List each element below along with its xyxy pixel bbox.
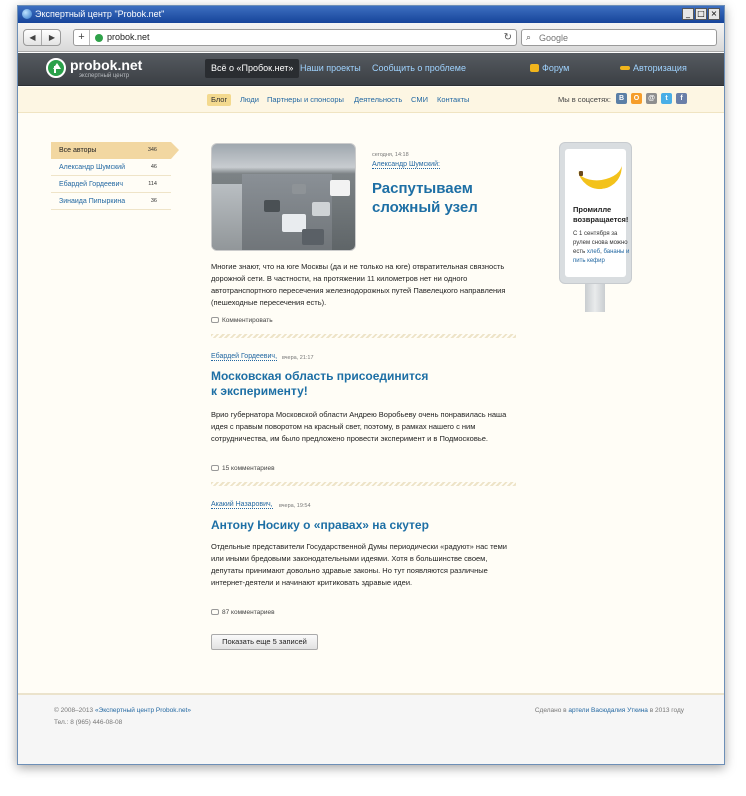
subnav-blog[interactable]: Блог (207, 94, 231, 106)
twitter-icon[interactable]: t (661, 93, 672, 104)
globe-icon (22, 9, 32, 19)
author-count: 46 (150, 164, 157, 170)
footer-made-by: Сделано в артели Васюдалия Уткина в 2013 году (534, 707, 684, 714)
site-footer (18, 693, 724, 765)
footer-made-link[interactable]: артели Васюдалия Уткина (568, 707, 648, 714)
browser-toolbar (18, 23, 724, 52)
mail-icon[interactable]: @ (646, 93, 657, 104)
new-tab-button[interactable]: + (74, 30, 90, 45)
nav-report-problem[interactable]: Сообщить о проблеме (372, 63, 466, 73)
social-label: Мы в соцсетях: (558, 95, 612, 104)
browser-window (17, 5, 725, 765)
subnav-contacts[interactable]: Контакты (437, 95, 470, 104)
show-more-button[interactable]: Показать еще 5 записей (211, 634, 318, 650)
minimize-button[interactable]: _ (682, 8, 694, 20)
nav-projects[interactable]: Наши проекты (300, 63, 361, 73)
logo-arrow-icon (46, 58, 66, 78)
nav-buttons (23, 29, 61, 46)
logo-name: probok.net (70, 57, 143, 73)
nav-about[interactable]: Всё о «Пробок.нет» (205, 59, 299, 78)
search-box[interactable] (521, 29, 717, 46)
odnoklassniki-icon[interactable]: О (631, 93, 642, 104)
author-name: Зинаида Пипыркина (59, 198, 126, 205)
author-item[interactable] (51, 193, 171, 210)
search-input[interactable] (539, 31, 709, 44)
subnav-activity[interactable]: Деятельность (354, 95, 403, 104)
post-time: вчера, 19:54 (279, 503, 311, 509)
post-title[interactable]: Московская область присоединится к эксперименту! (211, 369, 429, 398)
forum-label: Форум (542, 63, 570, 73)
author-count: 114 (148, 181, 157, 187)
maximize-button[interactable]: □ (695, 8, 707, 20)
post-text: Врио губернатора Московской области Андрею Воробьеву очень понравилась наша идея с правым поворотом на красный свет, поэтому, в рамках нашего с ним сотрудничества, им было предложено провести эксперимент и в Подмосковье. (211, 410, 507, 443)
window-title: Экспертный центр "Probok.net" (35, 9, 165, 19)
banner-link-bread[interactable]: хлеб (586, 249, 601, 255)
forum-icon (530, 64, 539, 72)
comment-icon (211, 465, 219, 471)
footer-copyright: © 2008–2013 «Экспертный центр Probok.net» (54, 707, 191, 714)
close-button[interactable]: × (708, 8, 720, 20)
site-status-icon (95, 34, 103, 42)
subnav-media[interactable]: СМИ (411, 95, 428, 104)
subnav-partners[interactable]: Партнеры и спонсоры (267, 95, 344, 104)
url-text[interactable]: probok.net (107, 32, 150, 42)
banana-icon (577, 160, 624, 192)
nav-forum[interactable] (530, 59, 569, 78)
post-comments-link[interactable] (211, 317, 273, 324)
author-name: Все авторы (59, 147, 97, 154)
promo-banner[interactable] (559, 142, 632, 312)
post-comments-link[interactable] (211, 465, 275, 472)
comment-icon (211, 317, 219, 323)
post-time: сегодня, 14:18 (372, 152, 409, 158)
author-all[interactable] (51, 142, 171, 159)
post-divider (211, 482, 516, 486)
author-item[interactable] (51, 176, 171, 193)
post-title[interactable]: Антону Носику о «правах» на скутер (211, 518, 429, 532)
window-titlebar (18, 6, 724, 23)
post-photo-traffic[interactable] (211, 143, 356, 251)
subnav-people[interactable]: Люди (240, 95, 259, 104)
sub-navigation (18, 87, 724, 113)
back-button[interactable]: ◀ (24, 30, 42, 45)
key-icon (620, 66, 630, 70)
author-count: 346 (147, 147, 157, 153)
banner-stand (585, 284, 605, 312)
post-comments-link[interactable] (211, 609, 275, 616)
author-item[interactable] (51, 159, 171, 176)
post-author-link[interactable]: Ебардей Гордеевич, (211, 353, 278, 360)
comments-label: 15 комментариев (222, 465, 275, 472)
post-author-link[interactable]: Акакий Назарович, (211, 501, 273, 508)
post-text: Многие знают, что на юге Москвы (да и не только на юге) отвратительная связность дорожной сети. В частности, на протяжении 11 километров нет ни одного автотранспортного пересечения железнодорожных путей Павелецкого направления (пешеходные пересечения есть). (211, 262, 506, 307)
comments-label: 87 комментариев (222, 609, 275, 616)
banner-link-bananas[interactable]: бананы и пить кефир (573, 249, 630, 264)
author-name: Ебардей Гордеевич (59, 181, 124, 188)
footer-copyright-link[interactable]: «Экспертный центр Probok.net» (94, 707, 191, 714)
page-content (18, 53, 724, 765)
search-icon: ⌕ (526, 32, 532, 42)
author-count: 36 (150, 198, 157, 204)
post-text: Отдельные представители Государственной Думы периодически «радуют» нас теми или иными бредовыми законодательными идеями. Хотя в большинстве своем, депутаты принимают довольно здравые законы. Но тут появляются различные интернет-деятели и начинают критиковать здравые идеи. (211, 542, 507, 587)
address-bar[interactable] (73, 29, 517, 46)
banner-headline: Промилле возвращается! (573, 205, 629, 224)
comments-label: Комментировать (222, 317, 273, 324)
banner-text: С 1 сентября за рулем снова можно есть хлеб, бананы и пить кефир (573, 231, 630, 264)
site-header (18, 53, 724, 86)
login-label: Авторизация (633, 63, 687, 73)
authors-sidebar (51, 142, 171, 210)
nav-login[interactable] (620, 59, 687, 78)
forward-button[interactable]: ▶ (48, 33, 56, 42)
comment-icon (211, 609, 219, 615)
reload-icon[interactable]: ↻ (503, 32, 512, 43)
facebook-icon[interactable]: f (676, 93, 687, 104)
vk-icon[interactable]: В (616, 93, 627, 104)
post-author-link[interactable]: Александр Шумский: (372, 161, 440, 168)
logo-subtitle: экспертный центр (79, 73, 130, 79)
footer-phone: Тел.: 8 (965) 446-08-08 (54, 719, 123, 726)
author-name: Александр Шумский (59, 164, 126, 171)
post-title[interactable]: Распутываем сложный узел (372, 180, 478, 216)
post-time: вчера, 21:17 (282, 355, 314, 361)
post-divider (211, 334, 516, 338)
